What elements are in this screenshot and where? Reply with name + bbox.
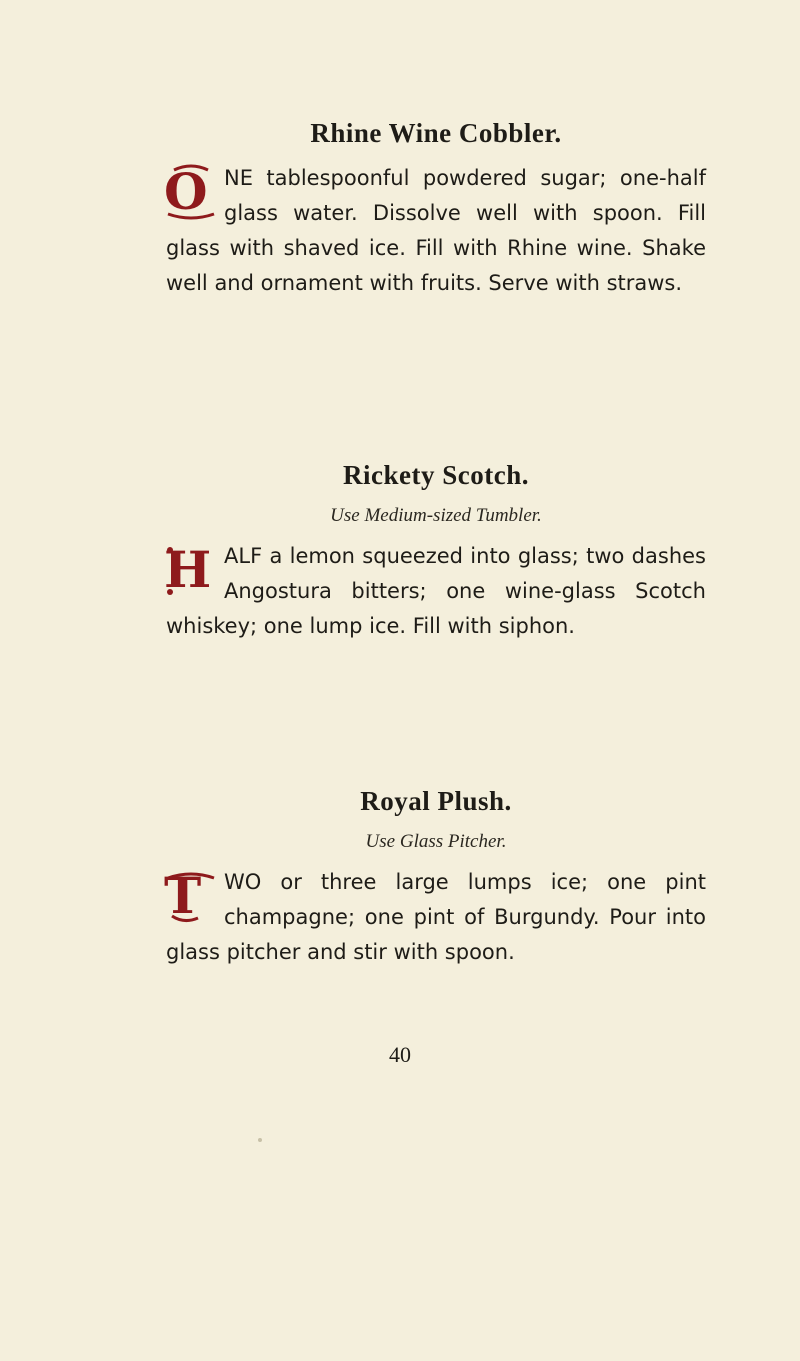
recipe-title: Rickety Scotch. bbox=[343, 460, 529, 490]
recipe-rickety-scotch bbox=[166, 460, 706, 644]
initial-letter: O bbox=[164, 162, 208, 221]
recipe-instructions bbox=[166, 539, 706, 644]
recipe-rhine-wine-cobbler bbox=[166, 118, 706, 301]
decorated-initial-h bbox=[164, 542, 218, 598]
initial-letter: T bbox=[164, 866, 202, 925]
recipe-text: NE tablespoonful powdered sugar; one-half glass water. Dissolve well with spoon. Fill glass with shaved ice. Fill with Rhine wine. Shake well and ornament with fruits. Serve with straws. bbox=[166, 166, 706, 295]
recipe-glass-note: Use Medium-sized Tumbler. bbox=[330, 505, 542, 526]
initial-letter: H bbox=[164, 540, 212, 599]
page-number: 40 bbox=[389, 1042, 411, 1067]
recipe-text: ALF a lemon squeezed into glass; two dashes Angostura bitters; one wine-glass Scotch whiskey; one lump ice. Fill with siphon. bbox=[166, 544, 706, 638]
recipe-royal-plush bbox=[166, 786, 706, 970]
recipe-glass-note: Use Glass Pitcher. bbox=[365, 831, 507, 852]
paper-speck bbox=[258, 1138, 262, 1142]
recipe-instructions bbox=[166, 865, 706, 970]
recipe-text: WO or three large lumps ice; one pint champagne; one pint of Burgundy. Pour into glass pitcher and stir with spoon. bbox=[166, 870, 706, 964]
recipe-title: Royal Plush. bbox=[360, 786, 512, 816]
decorated-initial-o bbox=[164, 164, 218, 220]
recipe-instructions bbox=[166, 161, 706, 301]
decorated-initial-t bbox=[164, 868, 218, 924]
recipe-title: Rhine Wine Cobbler. bbox=[310, 118, 562, 148]
